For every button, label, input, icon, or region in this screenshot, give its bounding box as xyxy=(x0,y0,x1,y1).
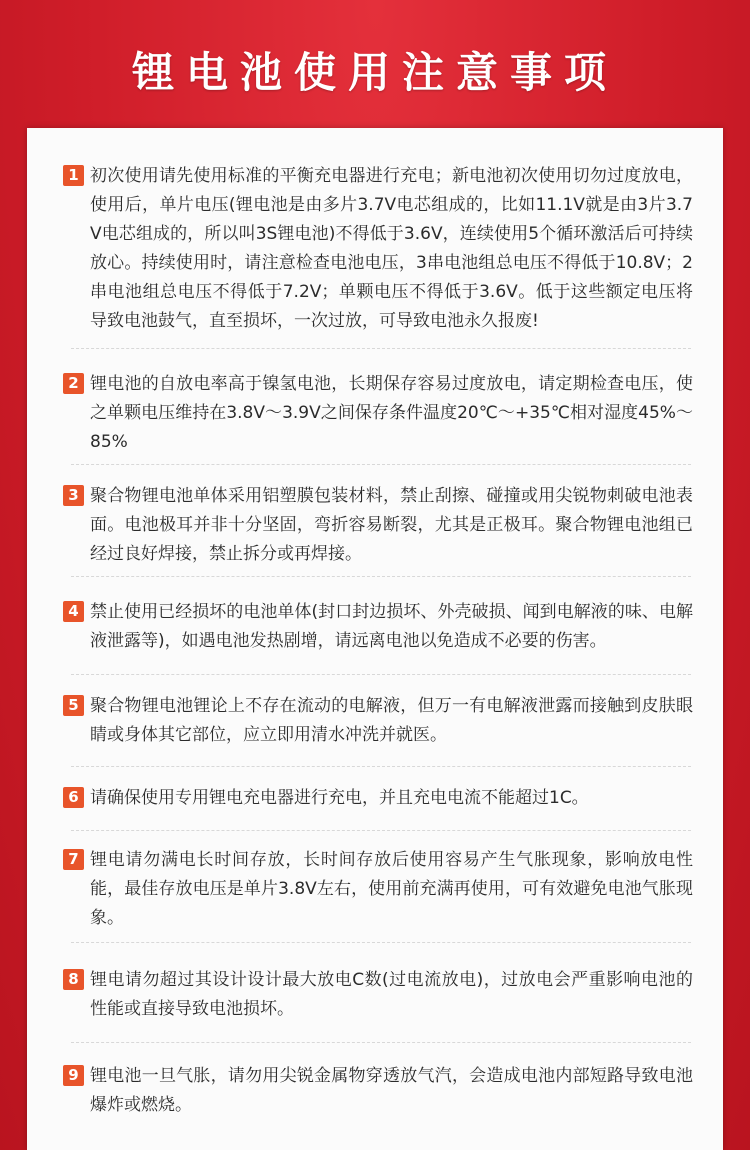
list-item xyxy=(63,846,693,933)
item-number-badge: 7 xyxy=(63,849,84,870)
item-number-badge: 8 xyxy=(63,969,84,990)
dashed-divider xyxy=(71,576,691,577)
dashed-divider xyxy=(71,830,691,831)
dashed-divider xyxy=(71,348,691,349)
list-item xyxy=(63,482,693,569)
list-item xyxy=(63,966,693,1024)
item-text: 聚合物锂电池锂论上不存在流动的电解液，但万一有电解液泄露而接触到皮肤眼睛或身体其它部位，应立即用清水冲洗并就医。 xyxy=(90,696,693,745)
item-text: 锂电池一旦气胀，请勿用尖锐金属物穿透放气汽，会造成电池内部短路导致电池爆炸或燃烧。 xyxy=(90,1066,693,1115)
item-text: 禁止使用已经损坏的电池单体(封口封边损坏、外壳破损、闻到电解液的味、电解液泄露等)，如遇电池发热剧增，请远离电池以免造成不必要的伤害。 xyxy=(90,602,693,651)
list-item xyxy=(63,162,693,336)
content-card xyxy=(27,128,723,1150)
item-text: 聚合物锂电池单体采用铝塑膜包装材料，禁止刮擦、碰撞或用尖锐物刺破电池表面。电池极耳并非十分坚固，弯折容易断裂，尤其是正极耳。聚合物锂电池组已经过良好焊接，禁止拆分或再焊接。 xyxy=(90,486,693,564)
dashed-divider xyxy=(71,464,691,465)
item-number-badge: 4 xyxy=(63,601,84,622)
item-text: 锂电请勿满电长时间存放，长时间存放后使用容易产生气胀现象，影响放电性能，最佳存放电压是单片3.8V左右，使用前充满再使用，可有效避免电池气胀现象。 xyxy=(90,850,693,928)
dashed-divider xyxy=(71,1042,691,1043)
header xyxy=(0,0,750,132)
item-text: 锂电池的自放电率高于镍氢电池，长期保存容易过度放电，请定期检查电压，使之单颗电压维持在3.8V～3.9V之间保存条件温度20℃～+35℃相对湿度45%～85% xyxy=(90,374,693,452)
item-text: 请确保使用专用锂电充电器进行充电，并且充电电流不能超过1C。 xyxy=(90,788,589,808)
list-item xyxy=(63,692,693,750)
item-number-badge: 5 xyxy=(63,695,84,716)
list-item xyxy=(63,598,693,656)
dashed-divider xyxy=(71,942,691,943)
list-item xyxy=(63,370,693,457)
item-text: 锂电请勿超过其设计设计最大放电C数(过电流放电)，过放电会严重影响电池的性能或直接导致电池损坏。 xyxy=(90,970,693,1019)
item-text: 初次使用请先使用标准的平衡充电器进行充电；新电池初次使用切勿过度放电，使用后，单片电压(锂电池是由多片3.7V电芯组成的，比如11.1V就是由3片3.7V电芯组成的，所以叫3S锂电池)不得低于3.6V，连续使用5个循环激活后可持续放心。持续使用时，请注意检查电池电压，3串电池组总电压不得低于10.8V；2串电池组总电压不得低于7.2V；单颗电压不得低于3.6V。低于这些额定电压将导致电池鼓气，直至损坏，一次过放，可导致电池永久报废! xyxy=(90,166,693,331)
list-item xyxy=(63,784,693,813)
page-title: 锂电池使用注意事项 xyxy=(131,48,618,97)
item-number-badge: 1 xyxy=(63,165,84,186)
item-number-badge: 6 xyxy=(63,787,84,808)
dashed-divider xyxy=(71,674,691,675)
list-item xyxy=(63,1062,693,1120)
item-number-badge: 9 xyxy=(63,1065,84,1086)
dashed-divider xyxy=(71,766,691,767)
item-number-badge: 3 xyxy=(63,485,84,506)
item-number-badge: 2 xyxy=(63,373,84,394)
